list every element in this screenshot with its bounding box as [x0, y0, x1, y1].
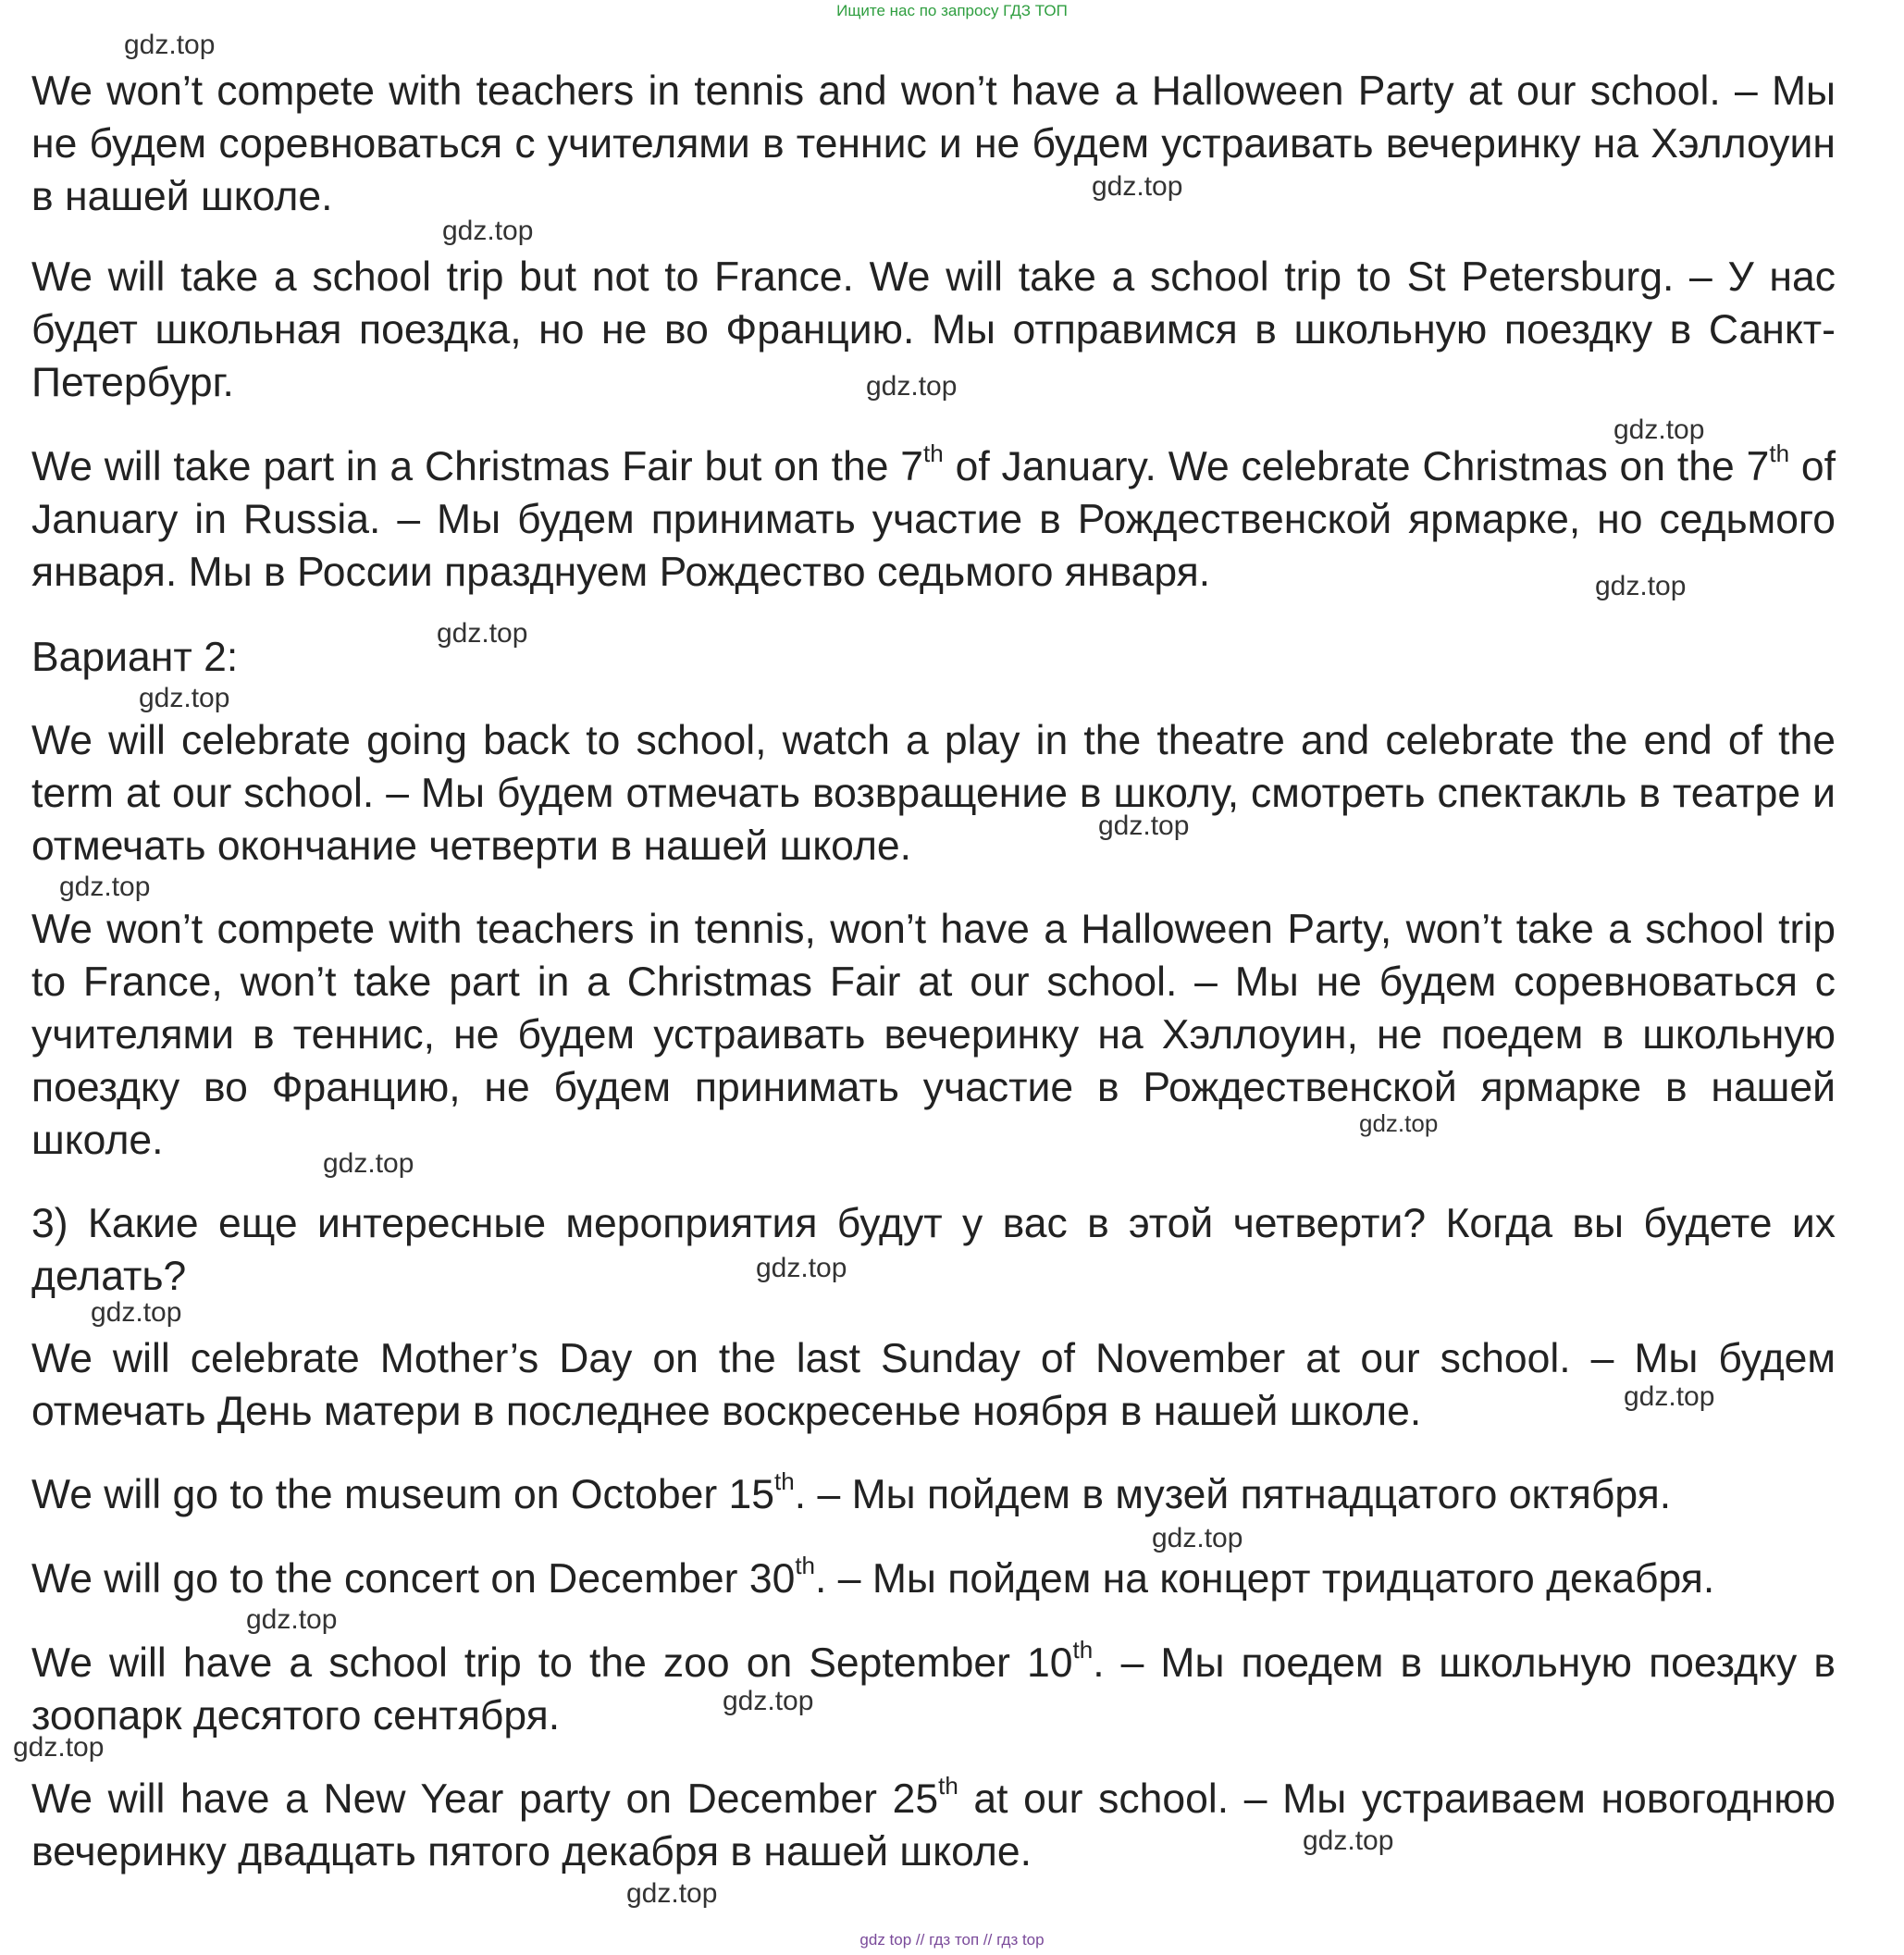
- watermark: gdz.top: [91, 1297, 182, 1328]
- watermark: gdz.top: [139, 683, 230, 713]
- paragraph-5-ru: – Мы будем отмечать возвращение в школу, смотреть спектакль в театре и отмечать окончание четверти в нашей школе.: [31, 771, 1836, 869]
- paragraph-9-en: We will go to the museum on October 15: [31, 1472, 775, 1517]
- watermark: gdz.top: [866, 371, 958, 402]
- watermark: gdz.top: [1152, 1523, 1243, 1553]
- watermark: gdz.top: [1359, 1109, 1439, 1137]
- watermark: gdz.top: [1595, 571, 1687, 601]
- watermark: gdz.top: [323, 1148, 414, 1179]
- paragraph-3-en-c: of January in Russia.: [31, 444, 1836, 542]
- paragraph-10: [31, 1553, 1836, 1605]
- bottom-banner[interactable]: gdz top // гдз топ // гдз top: [859, 1931, 1045, 1949]
- paragraph-12-sup: th: [938, 1772, 958, 1800]
- paragraph-5-en: We will celebrate going back to school, watch a play in the theatre and celebrate the end of the term at our school.: [31, 718, 1836, 816]
- paragraph-10-sup: th: [795, 1552, 816, 1579]
- watermark: gdz.top: [1624, 1381, 1715, 1412]
- top-banner[interactable]: Ищите нас по запросу ГДЗ ТОП: [836, 2, 1068, 19]
- paragraph-1-ru: – Мы не будем соревноваться с учителями в теннис и не будем устраивать вечеринку на Хэллоуин в нашей школе.: [31, 68, 1836, 219]
- paragraph-1-en: We won’t compete with teachers in tennis and won’t have a Halloween Party at our school.: [31, 68, 1721, 114]
- paragraph-8-en: We will celebrate Mother’s Day on the last Sunday of November at our school.: [31, 1336, 1571, 1381]
- watermark: gdz.top: [626, 1878, 718, 1909]
- paragraph-2-en: We will take a school trip but not to France. We will take a school trip to St Petersburg.: [31, 254, 1675, 300]
- paragraph-10-en: We will go to the concert on December 30: [31, 1556, 796, 1602]
- paragraph-3-en-a: We will take part in a Christmas Fair but on the 7: [31, 444, 924, 489]
- watermark: gdz.top: [1092, 171, 1183, 202]
- variant-2-heading: Вариант 2:: [31, 635, 239, 680]
- watermark: gdz.top: [723, 1686, 814, 1716]
- paragraph-8-ru: – Мы будем отмечать День матери в последнее воскресенье ноября в нашей школе.: [31, 1336, 1836, 1434]
- paragraph-11-ru: . – Мы поедем в школьную поездку в зоопарк десятого сентября.: [31, 1640, 1836, 1738]
- paragraph-6-ru: – Мы не будем соревноваться с учителями в теннис, не будем устраивать вечеринку на Хэллоуин, не поедем в школьную поездку во Францию, не будем принимать участие в Рождественской ярмарке в нашей школе.: [31, 959, 1836, 1163]
- question-3: 3) Какие еще интересные мероприятия будут у вас в этой четверти? Когда вы будете их делать?: [31, 1201, 1836, 1299]
- watermark: gdz.top: [1303, 1825, 1394, 1856]
- paragraph-3-ru: – Мы будем принимать участие в Рождественской ярмарке, но седьмого января. Мы в России празднуем Рождество седьмого января.: [31, 497, 1836, 595]
- watermark: gdz.top: [59, 872, 151, 902]
- watermark: gdz.top: [1613, 415, 1705, 445]
- paragraph-11-en: We will have a school trip to the zoo on September 10: [31, 1640, 1073, 1686]
- paragraph-9-sup: th: [774, 1467, 795, 1495]
- paragraph-3: [31, 440, 1836, 599]
- paragraph-11: [31, 1637, 1836, 1742]
- paragraph-3-sup-b: th: [1769, 439, 1790, 467]
- paragraph-11-sup: th: [1072, 1636, 1094, 1664]
- paragraph-8: [31, 1332, 1836, 1438]
- paragraph-9: [31, 1468, 1836, 1521]
- paragraph-2-ru: – У нас будет школьная поездка, но не во Францию. Мы отправимся в школьную поездку в Санкт-Петербург.: [31, 254, 1836, 405]
- watermark: gdz.top: [442, 216, 534, 246]
- paragraph-6-en: We won’t compete with teachers in tennis, won’t have a Halloween Party, won’t take a school trip to France, won’t take part in a Christmas Fair at our school.: [31, 907, 1836, 1005]
- paragraph-12-en: We will have a New Year party on December 25: [31, 1776, 939, 1822]
- watermark: gdz.top: [756, 1253, 847, 1283]
- paragraph-9-ru: . – Мы пойдем в музей пятнадцатого октября.: [794, 1472, 1672, 1517]
- paragraph-10-ru: . – Мы пойдем на концерт тридцатого декабря.: [815, 1556, 1715, 1602]
- paragraph-12-en-tail: at our school.: [958, 1776, 1230, 1822]
- paragraph-12: [31, 1773, 1836, 1878]
- paragraph-12-ru: – Мы устраиваем новогоднюю вечеринку двадцать пятого декабря в нашей школе.: [31, 1776, 1836, 1875]
- watermark: gdz.top: [124, 30, 216, 60]
- watermark: gdz.top: [437, 618, 528, 649]
- watermark: gdz.top: [246, 1604, 338, 1635]
- paragraph-3-sup-a: th: [923, 439, 944, 467]
- watermark: gdz.top: [13, 1732, 105, 1763]
- paragraph-3-en-b: of January. We celebrate Christmas on the 7: [943, 444, 1770, 489]
- paragraph-1: [31, 65, 1836, 223]
- paragraph-5: [31, 714, 1836, 872]
- watermark: gdz.top: [1098, 810, 1190, 841]
- paragraph-6: [31, 903, 1836, 1167]
